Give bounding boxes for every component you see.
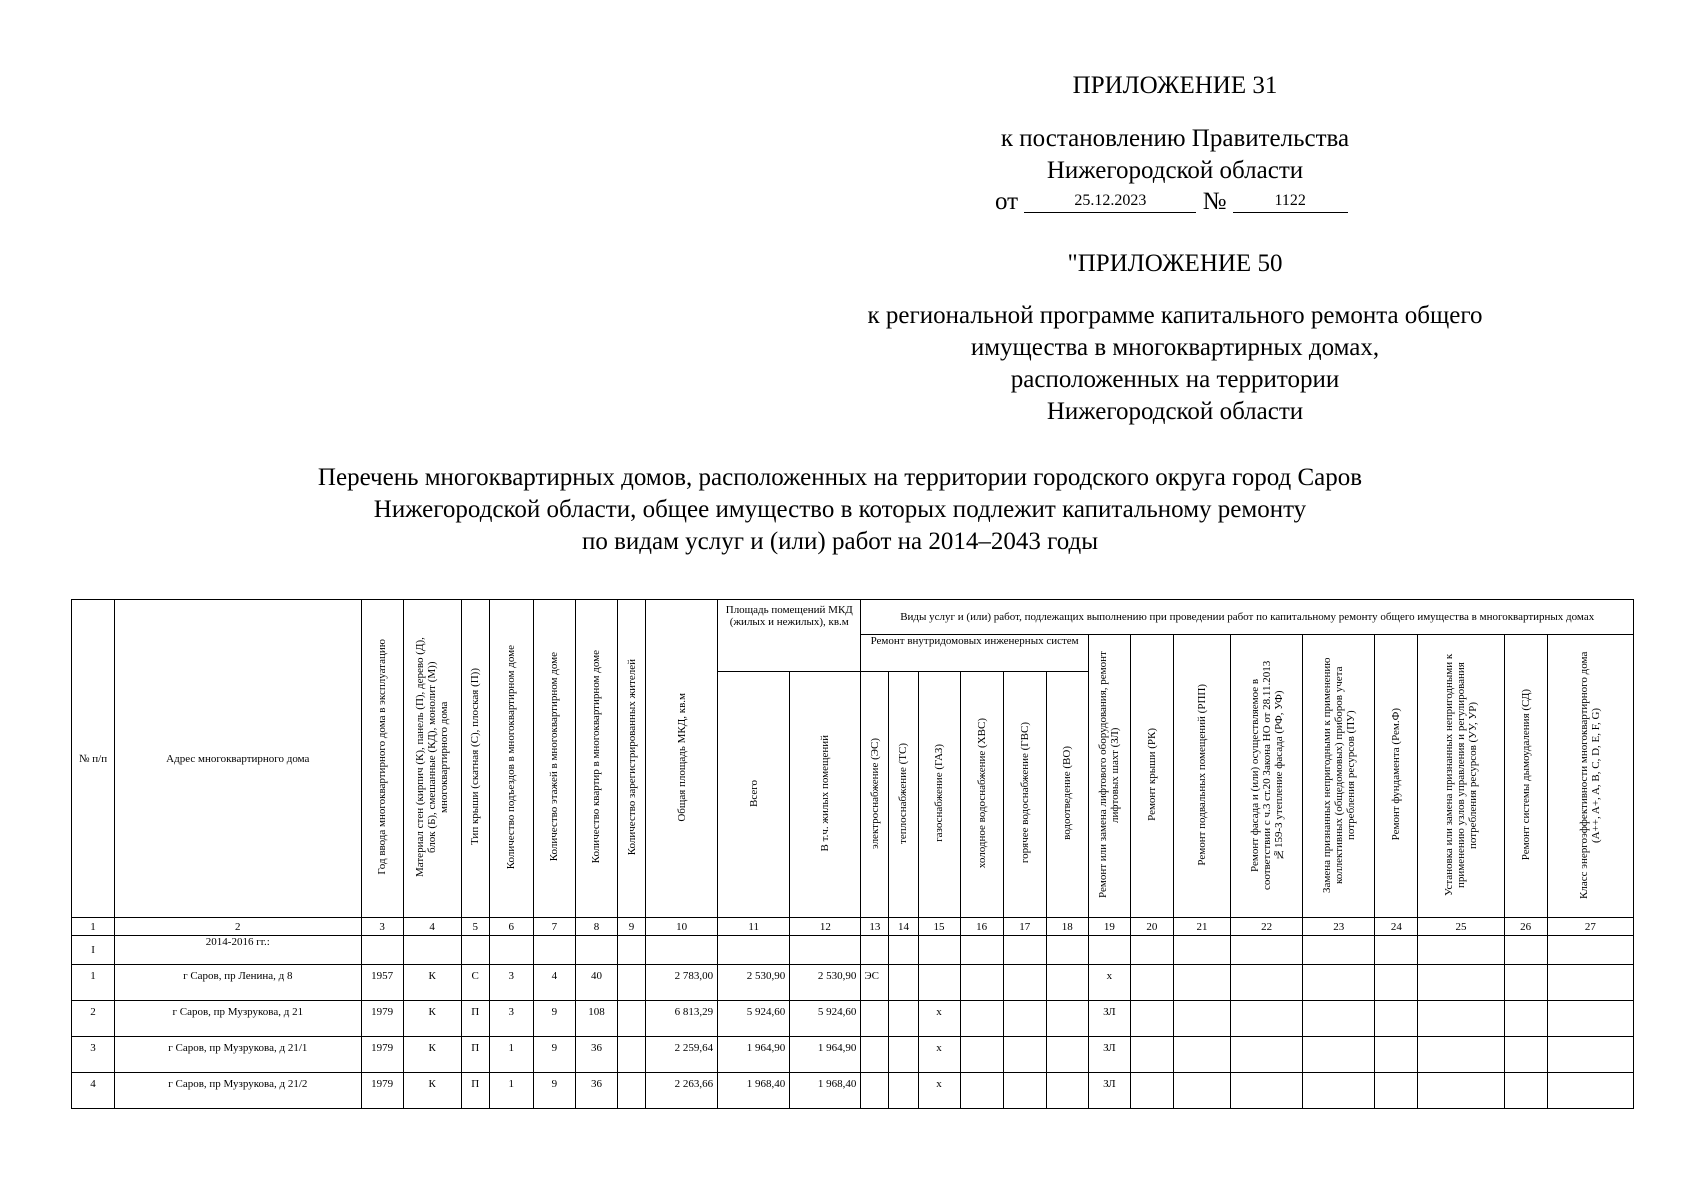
column-number: 23 bbox=[1303, 918, 1375, 936]
column-number: 10 bbox=[646, 918, 718, 936]
cell-empty bbox=[889, 1073, 918, 1109]
header-meters: Замена признанных непригодными к применению коллективных (общедомовых) приборов учета потребления ресурсов (ПУ) bbox=[1303, 635, 1375, 918]
cell-empty bbox=[1303, 1001, 1375, 1037]
column-number: 5 bbox=[461, 918, 489, 936]
cell-empty bbox=[1547, 1073, 1633, 1109]
section-num: I bbox=[72, 936, 115, 965]
cell-lift: ЗЛ bbox=[1088, 1073, 1130, 1109]
cell-empty bbox=[1547, 1037, 1633, 1073]
cell-empty bbox=[1130, 1001, 1173, 1037]
cell-empty bbox=[1504, 1037, 1547, 1073]
column-number: 11 bbox=[718, 918, 790, 936]
cell-empty bbox=[1375, 1073, 1418, 1109]
cell-floors: 9 bbox=[533, 1037, 575, 1073]
cell-empty bbox=[1303, 1073, 1375, 1109]
cell-empty bbox=[617, 1037, 645, 1073]
cell-empty bbox=[1173, 965, 1230, 1001]
cell-address: г Саров, пр Ленина, д 8 bbox=[115, 965, 361, 1001]
cell-empty bbox=[1303, 965, 1375, 1001]
cell-area-all: 1 964,90 bbox=[718, 1037, 790, 1073]
cell-apartments: 40 bbox=[575, 965, 617, 1001]
column-number: 20 bbox=[1130, 918, 1173, 936]
cell-empty bbox=[1418, 965, 1504, 1001]
number-sign: № bbox=[1202, 188, 1227, 215]
program-line: к региональной программе капитального ремонта общего bbox=[867, 302, 1483, 329]
cell-lift: х bbox=[1088, 965, 1130, 1001]
column-number-row bbox=[72, 918, 1634, 936]
cell-year: 1979 bbox=[361, 1073, 403, 1109]
header-basement: Ремонт подвальных помещений (РПП) bbox=[1173, 635, 1230, 918]
column-number: 2 bbox=[115, 918, 361, 936]
header-hot-water: горячее водоснабжение (ГВС) bbox=[1003, 672, 1046, 918]
program-line: имущества в многоквартирных домах, bbox=[970, 334, 1380, 361]
header-facade: Ремонт фасада и (или) осуществляемое в соответствии с ч.3 ст.20 Закона НО от 28.11.2013 №159-З утепление фасада (РФ, УФ) bbox=[1231, 635, 1303, 918]
cell-empty bbox=[1375, 1037, 1418, 1073]
cell-electro bbox=[861, 1001, 889, 1037]
cell-gas: х bbox=[918, 1073, 960, 1109]
cell-empty bbox=[1130, 1073, 1173, 1109]
cell-total-area: 2 263,66 bbox=[646, 1073, 718, 1109]
appendix-31-heading: ПРИЛОЖЕНИЕ 31 bbox=[1072, 72, 1278, 99]
section-row bbox=[72, 936, 1634, 965]
cell-empty bbox=[1003, 1037, 1046, 1073]
cell-empty bbox=[1547, 1001, 1633, 1037]
title-line: Перечень многоквартирных домов, расположенных на территории городского округа город Саров bbox=[317, 464, 1363, 491]
header-foundation: Ремонт фундамента (Рем.Ф) bbox=[1375, 635, 1418, 918]
cell-empty bbox=[960, 1037, 1003, 1073]
cell-empty bbox=[960, 965, 1003, 1001]
cell-apartments: 36 bbox=[575, 1037, 617, 1073]
cell-empty bbox=[1173, 1037, 1230, 1073]
cell-empty bbox=[1375, 1001, 1418, 1037]
header-gas: газоснабжение (ГАЗ) bbox=[918, 672, 960, 918]
header-lift: Ремонт или замена лифтового оборудования, ремонт лифтовых шахт (ЗЛ) bbox=[1088, 635, 1130, 918]
cell-address: г Саров, пр Музрукова, д 21/1 bbox=[115, 1037, 361, 1073]
column-number: 18 bbox=[1046, 918, 1088, 936]
decree-date-line bbox=[995, 188, 1348, 217]
cell-total-area: 2 783,00 bbox=[646, 965, 718, 1001]
column-number: 4 bbox=[403, 918, 461, 936]
header-area-living: В т.ч. жилых помещений bbox=[790, 672, 861, 918]
cell-area-all: 2 530,90 bbox=[718, 965, 790, 1001]
table-row bbox=[72, 1037, 1634, 1073]
column-number: 26 bbox=[1504, 918, 1547, 936]
houses-table bbox=[71, 599, 1634, 1109]
cell-empty bbox=[1375, 965, 1418, 1001]
document-title bbox=[318, 462, 1362, 558]
cell-total-area: 2 259,64 bbox=[646, 1037, 718, 1073]
column-number: 3 bbox=[361, 918, 403, 936]
column-number: 21 bbox=[1173, 918, 1230, 936]
cell-empty bbox=[1504, 1001, 1547, 1037]
header-total-area: Общая площадь МКД, кв.м bbox=[646, 600, 718, 918]
header-roof-type: Тип крыши (скатная (С), плоская (П)) bbox=[461, 600, 489, 918]
cell-roof: П bbox=[461, 1073, 489, 1109]
cell-empty bbox=[1046, 965, 1088, 1001]
header-residents: Количество зарегистрированных жителей bbox=[617, 600, 645, 918]
header-address: Адрес многоквартирного дома bbox=[115, 600, 361, 918]
column-number: 12 bbox=[790, 918, 861, 936]
cell-num: 2 bbox=[72, 1001, 115, 1037]
decree-line: к постановлению Правительства bbox=[1000, 125, 1350, 152]
header-entrances: Количество подъездов в многоквартирном доме bbox=[489, 600, 533, 918]
header-roof-repair: Ремонт крыши (РК) bbox=[1130, 635, 1173, 918]
appendix-50-heading: "ПРИЛОЖЕНИЕ 50 bbox=[1067, 250, 1283, 277]
header-heat: теплоснабжение (ТС) bbox=[889, 672, 918, 918]
cell-empty bbox=[1130, 1037, 1173, 1073]
cell-floors: 4 bbox=[533, 965, 575, 1001]
cell-empty bbox=[1504, 1073, 1547, 1109]
cell-empty bbox=[1046, 1001, 1088, 1037]
cell-empty bbox=[617, 965, 645, 1001]
cell-address: г Саров, пр Музрукова, д 21 bbox=[115, 1001, 361, 1037]
cell-total-area: 6 813,29 bbox=[646, 1001, 718, 1037]
program-reference bbox=[868, 300, 1483, 428]
cell-empty bbox=[1231, 1037, 1303, 1073]
header-smoke: Ремонт системы дымоудаления (СД) bbox=[1504, 635, 1547, 918]
cell-area-living: 1 968,40 bbox=[790, 1073, 861, 1109]
cell-empty bbox=[960, 1073, 1003, 1109]
cell-empty bbox=[1231, 965, 1303, 1001]
decree-number: 1122 bbox=[1233, 190, 1348, 213]
column-number: 22 bbox=[1231, 918, 1303, 936]
cell-electro bbox=[861, 1073, 889, 1109]
cell-entrances: 1 bbox=[489, 1073, 533, 1109]
cell-num: 1 bbox=[72, 965, 115, 1001]
cell-gas: х bbox=[918, 1001, 960, 1037]
column-number: 15 bbox=[918, 918, 960, 936]
cell-empty bbox=[1303, 1037, 1375, 1073]
cell-empty bbox=[1231, 1073, 1303, 1109]
column-number: 13 bbox=[861, 918, 889, 936]
cell-floors: 9 bbox=[533, 1001, 575, 1037]
cell-area-all: 5 924,60 bbox=[718, 1001, 790, 1037]
cell-empty bbox=[1003, 1001, 1046, 1037]
cell-electro: ЭС bbox=[861, 965, 889, 1001]
column-number: 14 bbox=[889, 918, 918, 936]
cell-floors: 9 bbox=[533, 1073, 575, 1109]
cell-empty bbox=[1046, 1037, 1088, 1073]
column-number: 24 bbox=[1375, 918, 1418, 936]
column-number: 27 bbox=[1547, 918, 1633, 936]
cell-address: г Саров, пр Музрукова, д 21/2 bbox=[115, 1073, 361, 1109]
cell-empty bbox=[1130, 965, 1173, 1001]
cell-empty bbox=[617, 1073, 645, 1109]
header-cold-water: холодное водоснабжение (ХВС) bbox=[960, 672, 1003, 918]
header-electro: электроснабжение (ЭС) bbox=[861, 672, 889, 918]
cell-material: К bbox=[403, 965, 461, 1001]
cell-empty bbox=[889, 965, 918, 1001]
cell-empty bbox=[889, 1001, 918, 1037]
cell-entrances: 1 bbox=[489, 1037, 533, 1073]
column-number: 19 bbox=[1088, 918, 1130, 936]
cell-apartments: 36 bbox=[575, 1073, 617, 1109]
column-number: 16 bbox=[960, 918, 1003, 936]
column-number: 7 bbox=[533, 918, 575, 936]
cell-material: К bbox=[403, 1073, 461, 1109]
cell-empty bbox=[1046, 1073, 1088, 1109]
header-area-group: Площадь помещений МКД (жилых и нежилых), кв.м bbox=[718, 600, 861, 672]
cell-empty bbox=[1418, 1037, 1504, 1073]
column-number: 17 bbox=[1003, 918, 1046, 936]
header-area-all: Всего bbox=[718, 672, 790, 918]
cell-empty bbox=[1418, 1001, 1504, 1037]
decree-line: Нижегородской области bbox=[1046, 157, 1304, 184]
column-number: 6 bbox=[489, 918, 533, 936]
cell-lift: ЗЛ bbox=[1088, 1037, 1130, 1073]
header-engineering-group: Ремонт внутридомовых инженерных систем bbox=[861, 635, 1088, 672]
cell-empty bbox=[960, 1001, 1003, 1037]
decree-date: 25.12.2023 bbox=[1024, 190, 1196, 213]
header-control-units: Установка или замена признанных непригодными к применению узлов управления и регулирования потребления ресурсов (УУ, УР) bbox=[1418, 635, 1504, 918]
cell-empty bbox=[1173, 1001, 1230, 1037]
header-energy-class: Класс энергоэффективности многоквартирного дома (A++, A+, A, B, C, D, E, F, G) bbox=[1547, 635, 1633, 918]
table-row bbox=[72, 1001, 1634, 1037]
cell-material: К bbox=[403, 1037, 461, 1073]
cell-lift: ЗЛ bbox=[1088, 1001, 1130, 1037]
cell-empty bbox=[1003, 1073, 1046, 1109]
cell-empty bbox=[1173, 1073, 1230, 1109]
column-number: 8 bbox=[575, 918, 617, 936]
cell-empty bbox=[1504, 965, 1547, 1001]
column-number: 1 bbox=[72, 918, 115, 936]
cell-gas bbox=[918, 965, 960, 1001]
section-label: 2014-2016 гг.: bbox=[115, 936, 361, 965]
cell-roof: П bbox=[461, 1037, 489, 1073]
header-num: № п/п bbox=[72, 600, 115, 918]
cell-year: 1979 bbox=[361, 1037, 403, 1073]
cell-empty bbox=[1231, 1001, 1303, 1037]
program-line: расположенных на территории bbox=[1010, 366, 1340, 393]
date-prefix: от bbox=[995, 188, 1019, 215]
cell-gas: х bbox=[918, 1037, 960, 1073]
cell-area-living: 1 964,90 bbox=[790, 1037, 861, 1073]
header-material: Материал стен (кирпич (К), панель (П), дерево (Д), блок (Б), смешанные (КД), монолит (М)) многоквартирного дома bbox=[403, 600, 461, 918]
cell-apartments: 108 bbox=[575, 1001, 617, 1037]
cell-empty bbox=[1418, 1073, 1504, 1109]
cell-empty bbox=[1547, 965, 1633, 1001]
cell-material: К bbox=[403, 1001, 461, 1037]
cell-entrances: 3 bbox=[489, 965, 533, 1001]
table-row bbox=[72, 1073, 1634, 1109]
cell-empty bbox=[617, 1001, 645, 1037]
cell-num: 3 bbox=[72, 1037, 115, 1073]
cell-entrances: 3 bbox=[489, 1001, 533, 1037]
cell-roof: С bbox=[461, 965, 489, 1001]
cell-electro bbox=[861, 1037, 889, 1073]
cell-year: 1957 bbox=[361, 965, 403, 1001]
cell-roof: П bbox=[461, 1001, 489, 1037]
cell-area-living: 2 530,90 bbox=[790, 965, 861, 1001]
column-number: 9 bbox=[617, 918, 645, 936]
header-floors: Количество этажей в многоквартирном доме bbox=[533, 600, 575, 918]
cell-area-all: 1 968,40 bbox=[718, 1073, 790, 1109]
cell-year: 1979 bbox=[361, 1001, 403, 1037]
title-line: по видам услуг и (или) работ на 2014–2043 годы bbox=[581, 528, 1099, 555]
column-number: 25 bbox=[1418, 918, 1504, 936]
decree-reference bbox=[1001, 123, 1349, 187]
table-row bbox=[72, 965, 1634, 1001]
cell-empty bbox=[1003, 965, 1046, 1001]
header-works-group: Виды услуг и (или) работ, подлежащих выполнению при проведении работ по капитальному ремонту общего имущества в многоквартирных домах bbox=[861, 600, 1634, 635]
title-line: Нижегородской области, общее имущество в которых подлежит капитальному ремонту bbox=[373, 496, 1307, 523]
header-drainage: водоотведение (ВО) bbox=[1046, 672, 1088, 918]
header-year: Год ввода многоквартирного дома в эксплуатацию bbox=[361, 600, 403, 918]
cell-area-living: 5 924,60 bbox=[790, 1001, 861, 1037]
program-line: Нижегородской области bbox=[1046, 398, 1304, 425]
header-apartments: Количество квартир в многоквартирном доме bbox=[575, 600, 617, 918]
cell-empty bbox=[889, 1037, 918, 1073]
cell-num: 4 bbox=[72, 1073, 115, 1109]
